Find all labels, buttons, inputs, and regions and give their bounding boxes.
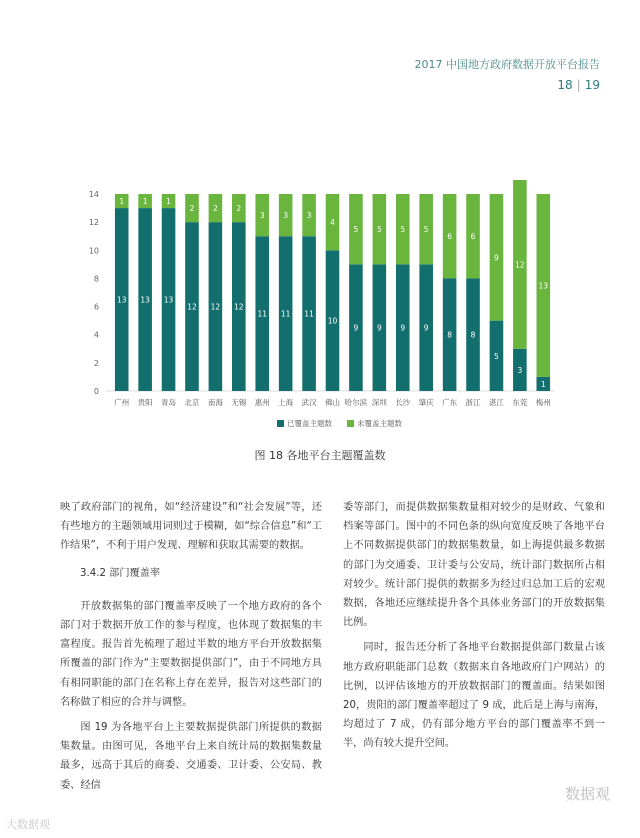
data-label: 3 — [259, 211, 265, 221]
legend-label: 已覆盖主题数 — [287, 419, 332, 428]
x-tick-label: 佛山 — [325, 398, 340, 407]
left-paragraph-1: 映了政府部门的视角，如“经济建设”和“社会发展”等，还有些地方的主题领域用词则过于模糊，如“综合信息”和“工作结果”，不利于用户发现、理解和获取其需要的数据。 — [60, 502, 322, 552]
legend-swatch-uncovered — [347, 420, 354, 427]
data-label: 1 — [142, 197, 148, 207]
legend-swatch-covered — [277, 420, 284, 427]
data-label: 2 — [213, 204, 218, 214]
page-header — [415, 56, 601, 92]
legend-label: 未覆盖主题数 — [357, 419, 402, 428]
x-tick-label: 深圳 — [371, 398, 387, 407]
y-tick-label: 4 — [93, 330, 99, 340]
x-tick-label: 青岛 — [161, 398, 177, 407]
x-tick-label: 东莞 — [512, 398, 528, 407]
data-label: 9 — [376, 323, 382, 333]
left-paragraph-2: 开放数据集的部门覆盖率反映了一个地方政府的各个部门对于数据开放工作的参与程度，也体现了数据集的丰富程度。报告首先梳理了超过半数的地方平台开放数据集所覆盖的部门作为“主要数据提供部门”，由于不同地方具有相同职能的部门在名称上存在差异，报告对这些部门的名称做了相应的合并与调整。 — [60, 600, 322, 708]
data-label: 6 — [470, 232, 476, 242]
watermark-left: 大数据观 — [6, 818, 50, 831]
y-tick-label: 2 — [93, 358, 99, 368]
page-number-left: 18 — [557, 78, 573, 92]
data-label: 1 — [540, 379, 546, 389]
data-label: 13 — [538, 281, 549, 291]
section-heading: 3.4.2 部门覆盖率 — [80, 567, 161, 579]
data-label: 5 — [494, 351, 499, 361]
data-label: 13 — [163, 295, 174, 305]
data-label: 3 — [283, 211, 289, 221]
data-label: 6 — [447, 232, 452, 242]
data-label: 12 — [234, 302, 244, 312]
right-paragraph-1: 委等部门，而提供数据集数量相对较少的是财政、气象和档案等部门。图中的不同色条的纵向宽度反映了各地平台上不同数据提供部门的数据集数量，如上海提供最多数据的部门为交通委、卫计委与公安局，统计部门数据所占相对较少。统计部门提供的数据多为经过归总加工后的宏观数据，各地还应继续提升各个具体业务部门的开放数据集比例。 — [343, 502, 605, 629]
y-tick-label: 6 — [93, 302, 99, 312]
data-label: 9 — [423, 323, 429, 333]
right-paragraph-2: 同时，报告还分析了各地平台数据提供部门数量占该地方政府职能部门总数（数据来自各地政府门户网站）的比例，以评估该地方的开放数据部门的覆盖面。结果如图 20，贵阳的部门覆盖率超过了 9 成，此后是上海与南海，均超过了 7 成，仍有部分地方平台的部门覆盖率不到一半，尚有较大提升空间。 — [343, 642, 605, 750]
data-label: 11 — [257, 309, 268, 319]
x-tick-label: 广东 — [442, 398, 458, 407]
data-label: 9 — [494, 253, 499, 263]
data-label: 5 — [400, 225, 406, 235]
x-tick-label: 北京 — [184, 398, 200, 407]
page-number-right: 19 — [584, 78, 600, 92]
y-tick-label: 0 — [93, 387, 99, 396]
data-label: 12 — [210, 302, 221, 312]
y-tick-label: 8 — [93, 274, 99, 284]
data-label: 1 — [166, 197, 171, 207]
x-tick-label: 惠州 — [254, 398, 270, 407]
watermark-right: 数据观 — [564, 785, 610, 803]
data-label: 2 — [189, 204, 195, 214]
data-label: 5 — [423, 225, 429, 235]
data-label: 12 — [515, 260, 525, 270]
left-column — [60, 498, 322, 801]
x-tick-label: 南海 — [207, 398, 223, 407]
x-tick-label: 哈尔滨 — [344, 398, 368, 407]
stacked-bar-chart — [0, 180, 640, 440]
data-label: 5 — [376, 225, 382, 235]
data-label: 1 — [119, 197, 125, 207]
y-tick-label: 12 — [88, 218, 99, 228]
x-tick-label: 浙江 — [465, 398, 481, 407]
figure-caption: 图 18 各地平台主题覆盖数 — [254, 449, 386, 462]
right-column — [343, 498, 605, 760]
data-label: 11 — [280, 309, 291, 319]
data-label: 5 — [353, 225, 359, 235]
data-label: 9 — [353, 323, 359, 333]
data-label: 8 — [447, 330, 452, 340]
data-label: 13 — [140, 295, 150, 305]
x-tick-label: 武汉 — [301, 398, 317, 407]
data-label: 2 — [236, 204, 242, 214]
x-tick-label: 长沙 — [395, 398, 411, 407]
data-label: 11 — [304, 309, 314, 319]
report-title: 2017 中国地方政府数据开放平台报告 — [414, 58, 600, 71]
x-tick-label: 广州 — [114, 398, 130, 407]
x-tick-label: 贵阳 — [137, 398, 153, 407]
y-tick-label: 14 — [88, 190, 99, 199]
x-tick-label: 梅州 — [535, 398, 551, 407]
x-tick-label: 肇庆 — [418, 398, 434, 407]
page-numbers: 18 | 19 — [557, 78, 600, 92]
data-label: 13 — [116, 295, 127, 305]
y-tick-label: 10 — [88, 246, 99, 256]
data-label: 4 — [330, 218, 335, 228]
data-label: 3 — [306, 211, 312, 221]
data-label: 9 — [400, 323, 406, 333]
x-tick-label: 上海 — [278, 398, 294, 407]
data-label: 12 — [187, 302, 197, 312]
data-label: 10 — [327, 316, 338, 326]
data-label: 8 — [470, 330, 476, 340]
left-paragraph-3: 图 19 为各地平台上主要数据提供部门所提供的数据集数量。由图可见，各地平台上来自统计局的数据集数量最多，远高于其后的商委、交通委、卫计委、公安局、教委、经信 — [60, 722, 322, 791]
x-tick-label: 无锡 — [231, 398, 247, 407]
x-tick-label: 湛江 — [488, 398, 504, 407]
data-label: 3 — [517, 365, 523, 375]
